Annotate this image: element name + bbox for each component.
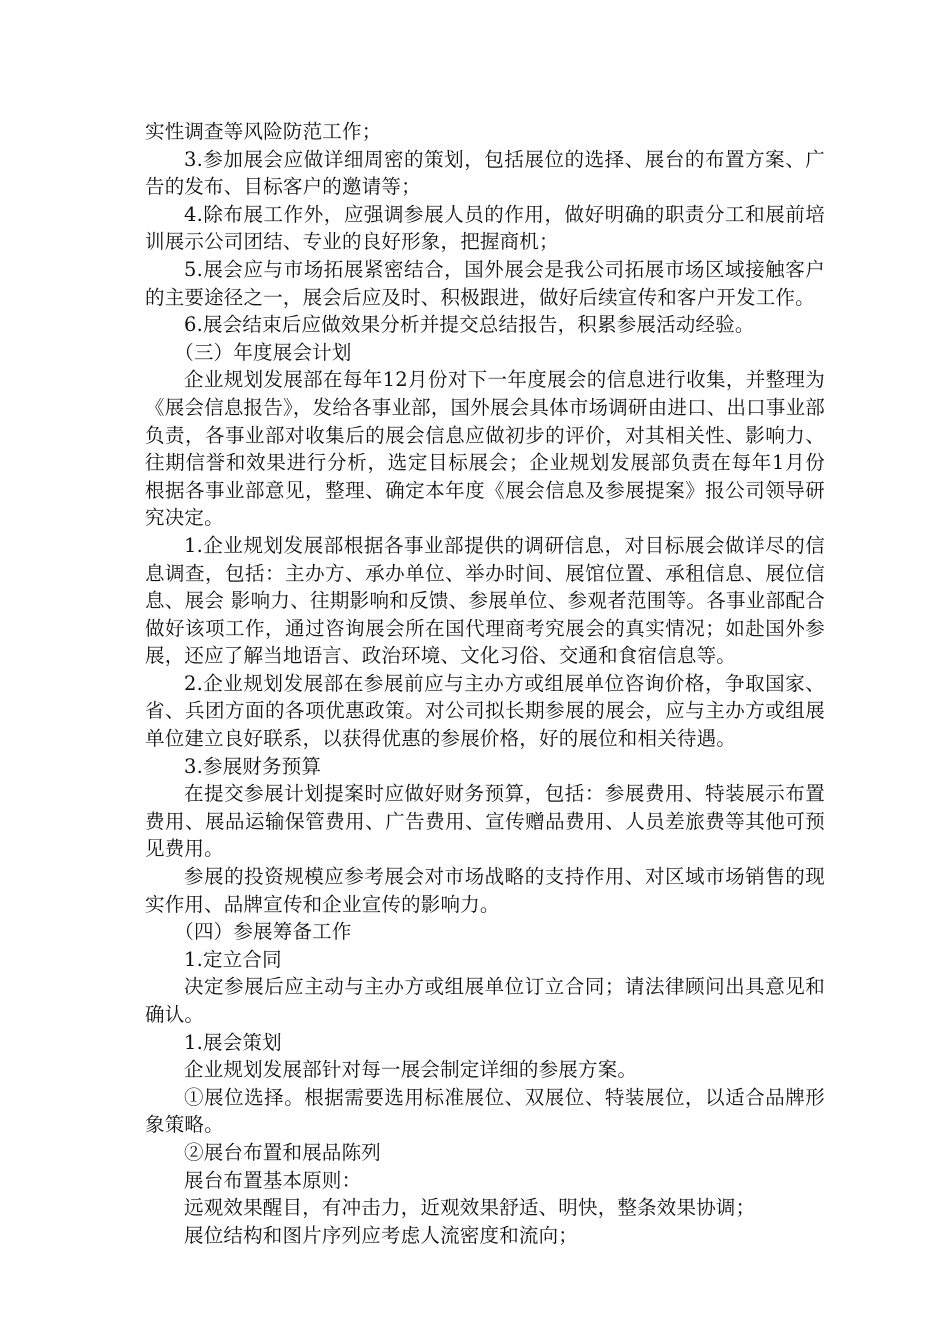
paragraph: 6.展会结束后应做效果分析并提交总结报告，积累参展活动经验。 xyxy=(184,313,755,337)
paragraph: 5.展会应与市场拓展紧密结合，国外展会是我公司拓展市场区域接触客户的主要途径之一，展会后应及时、积极跟进，做好后续宣传和客户开发工作。 xyxy=(145,257,825,309)
paragraph: 2.企业规划发展部在参展前应与主办方或组展单位咨询价格，争取国家、省、兵团方面的各项优惠政策。对公司拟长期参展的展会，应与主办方或组展单位建立良好联系，以获得优惠的参展价格，好的展位和相关待遇。 xyxy=(145,671,825,751)
paragraph: 企业规划发展部针对每一展会制定详细的参展方案。 xyxy=(184,1058,638,1082)
section-heading: （四）参展筹备工作 xyxy=(174,920,352,944)
paragraph: 决定参展后应主动与主办方或组展单位订立合同；请法律顾问出具意见和确认。 xyxy=(145,975,825,1026)
paragraph: 1.定立合同 xyxy=(184,947,282,971)
document-page xyxy=(145,118,825,1249)
paragraph: 参展的投资规模应参考展会对市场战略的支持作用、对区域市场销售的现实作用、品牌宣传和企业宣传的影响力。 xyxy=(145,865,825,916)
paragraph: 3.参加展会应做详细周密的策划，包括展位的选择、展台的布置方案、广告的发布、目标客户的邀请等； xyxy=(145,147,825,199)
paragraph: 展台布置基本原则： xyxy=(184,1168,362,1192)
paragraph: ②展台布置和展品陈列 xyxy=(184,1140,382,1164)
paragraph: 实性调查等风险防范工作； xyxy=(145,120,382,143)
paragraph: ①展位选择。根据需要选用标准展位、双展位、特装展位，以适合品牌形象策略。 xyxy=(145,1085,825,1137)
paragraph: 企业规划发展部在每年12月份对下一年度展会的信息进行收集，并整理为《展会信息报告》，发给各事业部，国外展会具体市场调研由进口、出口事业部负责，各事业部对收集后的展会信息应做初步的评价，对其相关性、影响力、往期信誉和效果进行分析，选定目标展会；企业规划发展部负责在每年1月份根据各事业部意见，整理、确定本年度《展会信息及参展提案》报公司领导研究决定。 xyxy=(145,368,825,530)
paragraph: 3.参展财务预算 xyxy=(184,754,322,778)
section-heading: （三）年度展会计划 xyxy=(174,340,352,364)
paragraph: 在提交参展计划提案时应做好财务预算，包括：参展费用、特装展示布置费用、展品运输保管费用、广告费用、宣传赠品费用、人员差旅费等其他可预见费用。 xyxy=(145,782,825,861)
paragraph: 远观效果醒目，有冲击力，近观效果舒适、明快，整条效果协调； xyxy=(184,1196,756,1220)
paragraph: 4.除布展工作外，应强调参展人员的作用，做好明确的职责分工和展前培训展示公司团结、专业的良好形象，把握商机； xyxy=(145,202,825,254)
paragraph: 展位结构和图片序列应考虑人流密度和流向； xyxy=(184,1223,579,1247)
paragraph: 1.展会策划 xyxy=(184,1030,282,1054)
paragraph: 1.企业规划发展部根据各事业部提供的调研信息，对目标展会做详尽的信息调查，包括：主办方、承办单位、举办时间、展馆位置、承租信息、展位信息、展会 影响力、往期影响和反馈、参展单位、参观者范围等。各事业部配合做好该项工作，通过咨询展会所在国代理商考究展会的真实情况；如赴国外参展，还应了解当地语言、政治环境、文化习俗、交通和食宿信息等。 xyxy=(145,533,825,668)
